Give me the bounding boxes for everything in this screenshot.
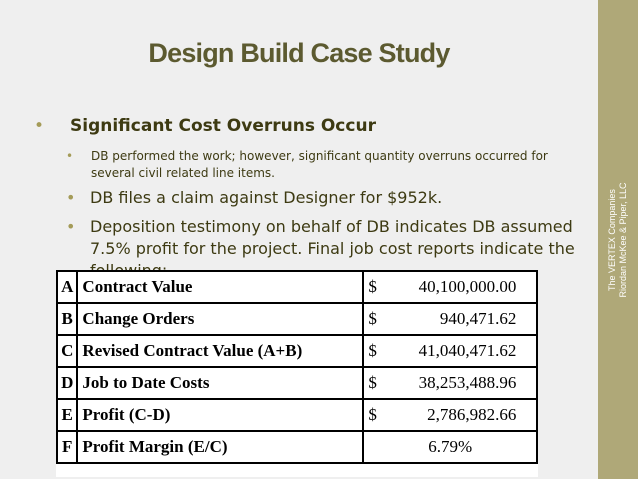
job-cost-grid — [56, 270, 538, 464]
row-label: Profit (C-D) — [77, 399, 363, 431]
bullet-icon: • — [66, 188, 76, 207]
bullet-sub-1-text: DB performed the work; however, significant quantity overruns occurred for several civil related line items. — [91, 149, 548, 180]
bullet-sub-3-text: Deposition testimony on behalf of DB indicates DB assumed 7.5% profit for the project. Final job cost reports indicate the — [90, 217, 575, 258]
row-value: 2,786,982.66 — [427, 405, 517, 424]
bullet-icon: • — [66, 217, 76, 236]
row-value: 40,100,000.00 — [418, 277, 517, 296]
row-label: Contract Value — [77, 271, 363, 303]
row-label: Profit Margin (E/C) — [77, 431, 363, 463]
table-row — [57, 271, 537, 303]
sidebar-caption-line2: Riordan McKee & Piper, LLC — [618, 182, 628, 298]
row-letter: B — [57, 303, 77, 335]
row-value: 41,040,471.62 — [418, 341, 517, 360]
bullet-icon: • — [66, 149, 74, 163]
bullet-sub-2-text: DB files a claim against Designer for $952k. — [90, 188, 443, 207]
row-value-cell — [363, 303, 537, 335]
row-value-cell — [363, 431, 537, 463]
row-value: 940,471.62 — [439, 309, 517, 328]
row-value: 38,253,488.96 — [418, 373, 517, 392]
row-letter: F — [57, 431, 77, 463]
bullet-main-text: Significant Cost Overruns Occur — [70, 116, 376, 136]
row-label: Revised Contract Value (A+B) — [77, 335, 363, 367]
table-row — [57, 367, 537, 399]
sidebar-caption — [607, 182, 629, 297]
row-value-cell — [363, 399, 537, 431]
row-value-cell — [363, 335, 537, 367]
row-value-cell — [363, 367, 537, 399]
row-label: Job to Date Costs — [77, 367, 363, 399]
row-label: Change Orders — [77, 303, 363, 335]
row-letter: C — [57, 335, 77, 367]
table-row — [57, 303, 537, 335]
row-value-cell — [363, 271, 537, 303]
row-letter: E — [57, 399, 77, 431]
table-row — [57, 399, 537, 431]
bullet-icon: • — [34, 116, 45, 136]
currency-symbol: $ — [368, 405, 377, 424]
currency-symbol: $ — [368, 341, 377, 360]
sidebar-caption-line1: The VERTEX Companies — [607, 189, 617, 291]
currency-symbol: $ — [368, 309, 377, 328]
currency-symbol: $ — [368, 373, 377, 392]
row-letter: D — [57, 367, 77, 399]
slide-title: Design Build Case Study — [148, 38, 450, 68]
table-row — [57, 431, 537, 463]
currency-symbol: $ — [368, 277, 377, 296]
row-letter: A — [57, 271, 77, 303]
row-value: 6.79% — [428, 437, 473, 456]
job-cost-table — [56, 270, 538, 477]
table-row — [57, 335, 537, 367]
